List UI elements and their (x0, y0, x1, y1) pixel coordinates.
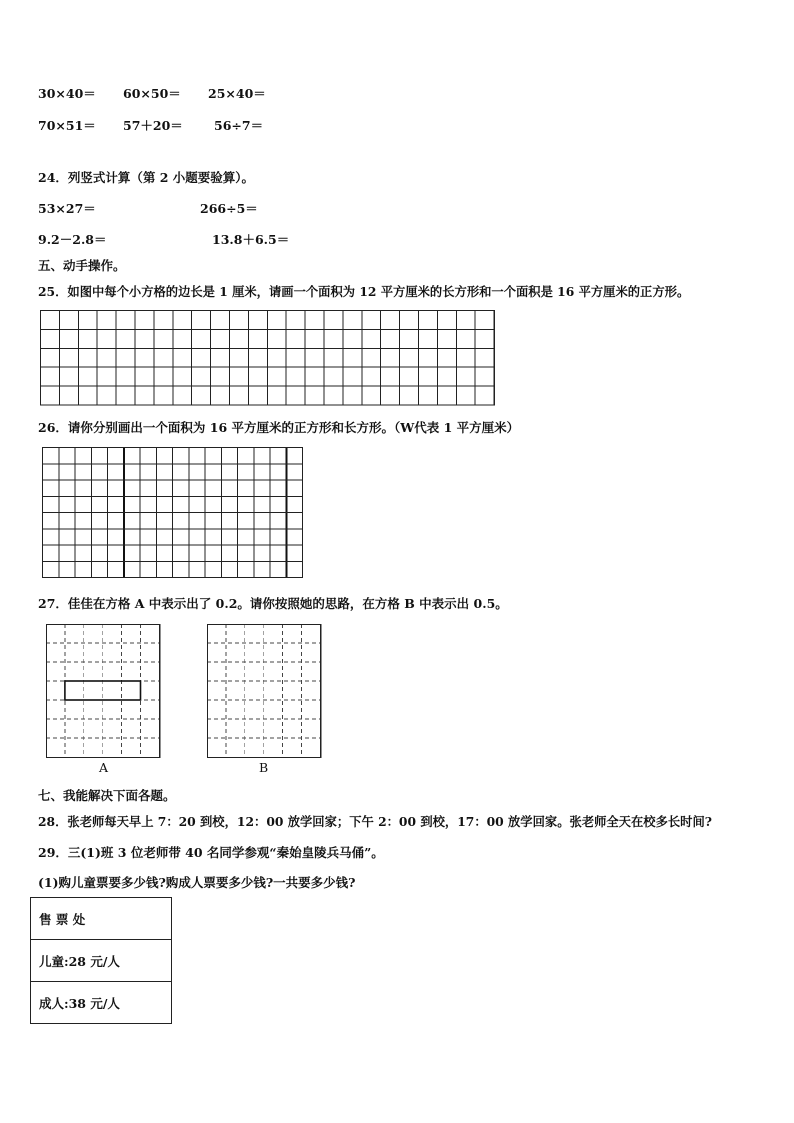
calc-item: 56÷7＝ (214, 118, 264, 133)
question-26-text: 26．请你分别画出一个面积为 16 平方厘米的正方形和长方形。（W代表 1 平方厘米） (38, 420, 520, 435)
square-grid-25[interactable] (40, 310, 496, 405)
section-seven-heading: 七、我能解决下面各题。 (38, 788, 176, 803)
question-25-text: 25．如图中每个小方格的边长是 1 厘米，请画一个面积为 12 平方厘米的长方形和一个面积是 16 平方厘米的正方形。 (38, 284, 690, 299)
ticket-adult-price: 成人:38 元/人 (31, 982, 172, 1024)
vertical-calc-item: 266÷5＝ (200, 201, 258, 216)
calc-item: 57＋20＝ (123, 118, 183, 133)
decimal-grid-b[interactable] (207, 624, 321, 758)
question-24-title: 24．列竖式计算（第 2 小题要验算）。 (38, 170, 255, 185)
grid-border (47, 625, 160, 758)
ticket-office-table (30, 897, 172, 1024)
section-five-heading: 五、动手操作。 (38, 258, 126, 273)
grid-b-label: B (259, 760, 269, 775)
ticket-child-price: 儿童:28 元/人 (31, 940, 172, 982)
vertical-calc-item: 13.8＋6.5＝ (212, 232, 290, 247)
grid-a-label: A (99, 760, 109, 775)
decimal-grid-a (46, 624, 160, 758)
calc-item: 25×40＝ (208, 86, 266, 101)
calc-item: 70×51＝ (38, 118, 96, 133)
vertical-calc-item: 9.2－2.8＝ (38, 232, 107, 247)
ticket-header: 售 票 处 (31, 898, 172, 940)
vertical-calc-item: 53×27＝ (38, 201, 96, 216)
question-29-sub1: (1)购儿童票要多少钱?购成人票要多少钱?一共要多少钱? (38, 875, 356, 890)
calc-item: 30×40＝ (38, 86, 96, 101)
question-29-text: 29．三(1)班 3 位老师带 40 名同学参观“秦始皇陵兵马俑”。 (38, 845, 384, 860)
question-27-text: 27．佳佳在方格 A 中表示出了 0.2。请你按照她的思路，在方格 B 中表示出 0.5。 (38, 596, 508, 611)
calc-item: 60×50＝ (123, 86, 181, 101)
question-28-text: 28．张老师每天早上 7：20 到校，12：00 放学回家；下午 2：00 到校，17：00 放学回家。张老师全天在校多长时间? (38, 814, 712, 829)
square-grid-26[interactable] (42, 447, 304, 578)
grid-border (208, 625, 321, 758)
